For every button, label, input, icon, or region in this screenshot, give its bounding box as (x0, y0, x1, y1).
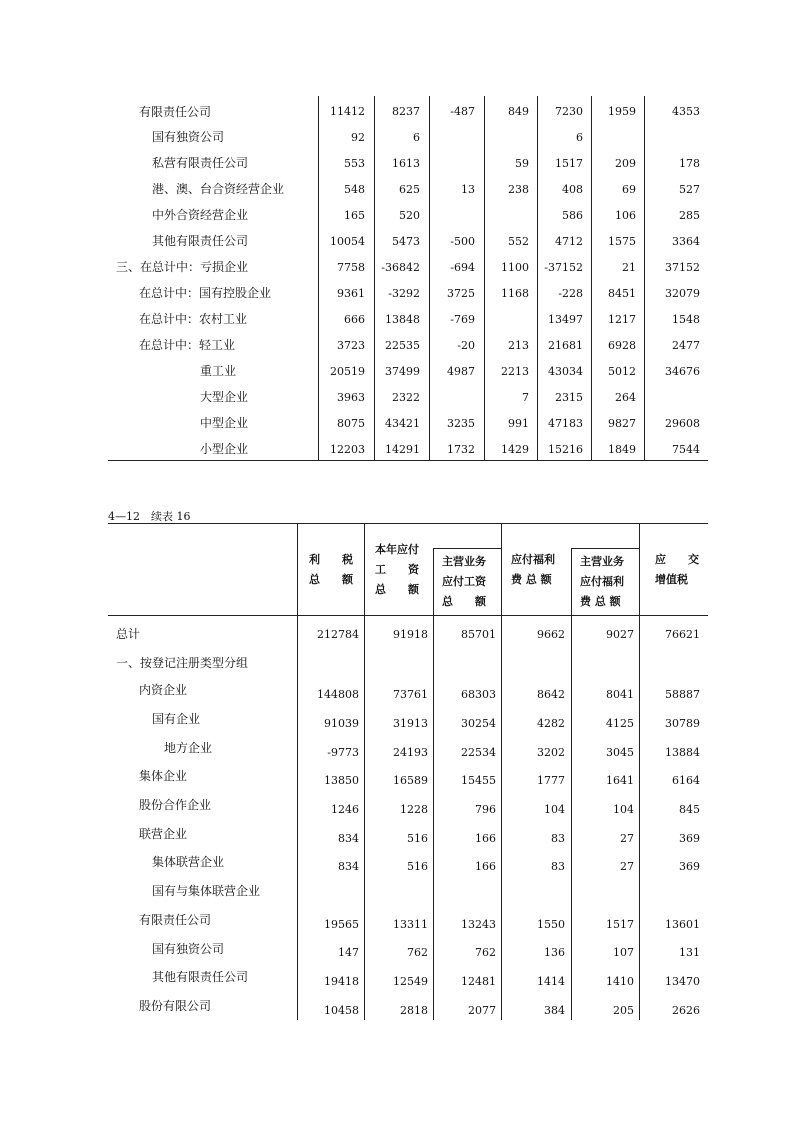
cell: 1410 (606, 975, 634, 988)
cell: 1429 (501, 443, 529, 456)
cell: 11412 (330, 105, 365, 118)
row-label: 国有企业 (152, 712, 201, 726)
row-label: 集体企业 (139, 769, 188, 783)
cell: 1246 (331, 803, 359, 816)
cell: 13884 (665, 746, 700, 759)
cell: 16589 (393, 774, 428, 787)
cell: 1100 (501, 261, 529, 274)
cell: 37152 (665, 261, 700, 274)
cell: 76621 (665, 628, 700, 641)
cell: 3725 (447, 287, 475, 300)
cell: -228 (558, 287, 583, 300)
row-label: 一、按登记注册类型分组 (116, 656, 249, 670)
row-label: 小型企业 (200, 442, 249, 456)
header-line: 增值税 (655, 573, 688, 586)
header-line: 费 总 额 (580, 595, 621, 608)
cell: 13850 (324, 774, 359, 787)
row-label: 总计 (116, 627, 141, 641)
cell: 12549 (393, 975, 428, 988)
cell: 47183 (548, 417, 583, 430)
cell: 516 (407, 832, 428, 845)
table2-header-rule (108, 615, 708, 616)
header-line: 主营业务 (442, 555, 486, 568)
cell: 4712 (555, 235, 583, 248)
cell: 7230 (555, 105, 583, 118)
cell: -487 (450, 105, 475, 118)
cell: 991 (508, 417, 529, 430)
cell: 5473 (392, 235, 420, 248)
row-label: 国有独资公司 (152, 130, 225, 144)
cell: 834 (338, 860, 359, 873)
cell: 165 (344, 209, 365, 222)
cell: 1613 (392, 157, 420, 170)
cell: 10054 (330, 235, 365, 248)
cell: 2213 (501, 365, 529, 378)
header-line: 费 总 额 (511, 573, 552, 586)
cell: 32079 (665, 287, 700, 300)
row-label: 集体联营企业 (152, 855, 225, 869)
cell: 131 (679, 946, 700, 959)
row-label: 内资企业 (139, 683, 188, 697)
header-line: 利 税 (309, 553, 353, 566)
table2-col-divider (571, 548, 572, 1020)
cell: 548 (344, 183, 365, 196)
cell: 43421 (385, 417, 420, 430)
cell: 92 (351, 131, 365, 144)
row-label: 股份有限公司 (139, 999, 212, 1013)
cell: 209 (615, 157, 636, 170)
cell: 527 (679, 183, 700, 196)
cell: 144808 (317, 688, 359, 701)
cell: 19418 (324, 975, 359, 988)
table2-col-divider (501, 523, 502, 1020)
cell: -36842 (381, 261, 420, 274)
cell: 2818 (400, 1004, 428, 1017)
cell: 12203 (330, 443, 365, 456)
cell: 1732 (447, 443, 475, 456)
cell: 9662 (537, 628, 565, 641)
cell: 1168 (501, 287, 529, 300)
cell: 29608 (665, 417, 700, 430)
cell: 205 (613, 1004, 634, 1017)
header-line: 总 额 (442, 595, 486, 608)
cell: 1641 (606, 774, 634, 787)
cell: 31913 (393, 717, 428, 730)
cell: 10458 (324, 1004, 359, 1017)
cell: 43034 (548, 365, 583, 378)
cell: 27 (620, 860, 634, 873)
cell: 212784 (317, 628, 359, 641)
row-label: 其他有限责任公司 (152, 234, 249, 248)
header-line: 本年应付 (375, 543, 419, 556)
cell: 1550 (537, 918, 565, 931)
cell: 69 (622, 183, 636, 196)
cell: 13311 (393, 918, 428, 931)
cell: 12481 (461, 975, 496, 988)
cell: 3723 (337, 339, 365, 352)
cell: 2626 (672, 1004, 700, 1017)
cell: 13243 (461, 918, 496, 931)
cell: 2315 (555, 391, 583, 404)
cell: 58887 (665, 688, 700, 701)
cell: 59 (515, 157, 529, 170)
cell: 14291 (385, 443, 420, 456)
cell: 516 (407, 860, 428, 873)
row-label: 私营有限责任公司 (152, 156, 249, 170)
cell: 24193 (393, 746, 428, 759)
header-line: 应付工资 (442, 575, 486, 588)
row-label: 在总计中：轻工业 (139, 338, 236, 352)
cell: 520 (399, 209, 420, 222)
cell: 3045 (606, 746, 634, 759)
header-line: 应付福利 (511, 553, 555, 566)
row-label: 国有独资公司 (152, 942, 225, 956)
cell: 7 (522, 391, 529, 404)
table1-col-divider (374, 96, 375, 460)
cell: 384 (544, 1004, 565, 1017)
subheader-rule (433, 548, 501, 549)
row-label: 中外合资经营企业 (152, 208, 249, 222)
cell: 4282 (537, 717, 565, 730)
cell: 166 (475, 860, 496, 873)
cell: 1777 (537, 774, 565, 787)
cell: 762 (407, 946, 428, 959)
cell: 2477 (672, 339, 700, 352)
cell: 552 (508, 235, 529, 248)
cell: 34676 (665, 365, 700, 378)
cell: 285 (679, 209, 700, 222)
cell: 22534 (461, 746, 496, 759)
table1-col-divider (318, 96, 319, 460)
row-label: 大型企业 (200, 390, 249, 404)
cell: 9361 (337, 287, 365, 300)
cell: 15455 (461, 774, 496, 787)
cell: 15216 (548, 443, 583, 456)
row-label: 国有与集体联营企业 (152, 884, 261, 898)
cell: 8041 (606, 688, 634, 701)
cell: 136 (544, 946, 565, 959)
cell: 666 (344, 313, 365, 326)
cell: 369 (679, 860, 700, 873)
cell: 8075 (337, 417, 365, 430)
cell: 27 (620, 832, 634, 845)
cell: 13 (461, 183, 475, 196)
cell: 37499 (385, 365, 420, 378)
table1-col-divider (591, 96, 592, 460)
cell: 91039 (324, 717, 359, 730)
header-line: 总 额 (309, 573, 353, 586)
cell: 796 (475, 803, 496, 816)
row-label: 其他有限责任公司 (152, 970, 249, 984)
cell: 13470 (665, 975, 700, 988)
cell: 4353 (672, 105, 700, 118)
cell: 21 (622, 261, 636, 274)
table2-col-divider (433, 548, 434, 1020)
cell: 104 (613, 803, 634, 816)
cell: 30254 (461, 717, 496, 730)
cell: 1575 (608, 235, 636, 248)
cell: 68303 (461, 688, 496, 701)
cell: 3963 (337, 391, 365, 404)
table2-col-divider (639, 523, 640, 1020)
cell: -3292 (388, 287, 420, 300)
cell: 3364 (672, 235, 700, 248)
cell: 104 (544, 803, 565, 816)
table2-top-rule (108, 523, 708, 524)
cell: 3235 (447, 417, 475, 430)
cell: 264 (615, 391, 636, 404)
cell: 762 (475, 946, 496, 959)
cell: 13601 (665, 918, 700, 931)
cell: 834 (338, 832, 359, 845)
cell: 2322 (392, 391, 420, 404)
cell: 13497 (548, 313, 583, 326)
cell: 1959 (608, 105, 636, 118)
cell: 83 (551, 832, 565, 845)
cell: -9773 (327, 746, 359, 759)
cell: 8237 (392, 105, 420, 118)
cell: 8642 (537, 688, 565, 701)
cell: -20 (457, 339, 475, 352)
header-line: 应 交 (655, 553, 699, 566)
row-label: 有限责任公司 (139, 105, 212, 119)
row-label: 股份合作企业 (139, 798, 212, 812)
cell: 1228 (400, 803, 428, 816)
cell: 19565 (324, 918, 359, 931)
header-line: 主营业务 (580, 555, 624, 568)
cell: 107 (613, 946, 634, 959)
cell: 553 (344, 157, 365, 170)
row-label: 联营企业 (139, 827, 188, 841)
cell: 4125 (606, 717, 634, 730)
cell: 6164 (672, 774, 700, 787)
cell: 625 (399, 183, 420, 196)
cell: -769 (450, 313, 475, 326)
cell: 13848 (385, 313, 420, 326)
cell: 1849 (608, 443, 636, 456)
cell: 178 (679, 157, 700, 170)
cell: 20519 (330, 365, 365, 378)
cell: 83 (551, 860, 565, 873)
table1-bottom-rule (108, 460, 708, 461)
cell: 166 (475, 832, 496, 845)
header-line: 工 资 (375, 563, 419, 576)
cell: 849 (508, 105, 529, 118)
cell: 73761 (393, 688, 428, 701)
subheader-rule (571, 548, 639, 549)
cell: 408 (562, 183, 583, 196)
table2-col-divider (364, 523, 365, 1020)
cell: 30789 (665, 717, 700, 730)
cell: 238 (508, 183, 529, 196)
cell: 213 (508, 339, 529, 352)
cell: 3202 (537, 746, 565, 759)
cell: 586 (562, 209, 583, 222)
cell: 8451 (608, 287, 636, 300)
cell: 845 (679, 803, 700, 816)
cell: -500 (450, 235, 475, 248)
row-label: 地方企业 (164, 741, 213, 755)
row-label: 在总计中：农村工业 (139, 312, 248, 326)
cell: -694 (450, 261, 475, 274)
cell: 5012 (608, 365, 636, 378)
table1-col-divider (429, 96, 430, 460)
header-line: 应付福利 (580, 575, 624, 588)
cell: 4987 (447, 365, 475, 378)
cell: 6 (413, 131, 420, 144)
cell: 7758 (337, 261, 365, 274)
cell: 147 (338, 946, 359, 959)
table1-col-divider (537, 96, 538, 460)
cell: -37152 (544, 261, 583, 274)
cell: 22535 (385, 339, 420, 352)
cell: 1517 (606, 918, 634, 931)
row-label: 三、在总计中：亏损企业 (116, 260, 249, 274)
cell: 369 (679, 832, 700, 845)
cell: 21681 (548, 339, 583, 352)
cell: 91918 (393, 628, 428, 641)
table1-col-divider (644, 96, 645, 460)
cell: 1414 (537, 975, 565, 988)
cell: 6 (576, 131, 583, 144)
cell: 9827 (608, 417, 636, 430)
cell: 106 (615, 209, 636, 222)
cell: 2077 (468, 1004, 496, 1017)
row-label: 在总计中：国有控股企业 (139, 286, 272, 300)
cell: 1517 (555, 157, 583, 170)
cell: 85701 (461, 628, 496, 641)
table-caption: 4—12 续表 16 (108, 510, 191, 523)
row-label: 港、澳、台合资经营企业 (152, 182, 285, 196)
cell: 9027 (606, 628, 634, 641)
header-line: 总 额 (375, 583, 419, 596)
cell: 1217 (608, 313, 636, 326)
cell: 7544 (672, 443, 700, 456)
table2-col-divider (297, 523, 298, 1020)
row-label: 中型企业 (200, 416, 249, 430)
row-label: 重工业 (200, 364, 237, 378)
cell: 6928 (608, 339, 636, 352)
table1-col-divider (484, 96, 485, 460)
cell: 1548 (672, 313, 700, 326)
row-label: 有限责任公司 (139, 913, 212, 927)
